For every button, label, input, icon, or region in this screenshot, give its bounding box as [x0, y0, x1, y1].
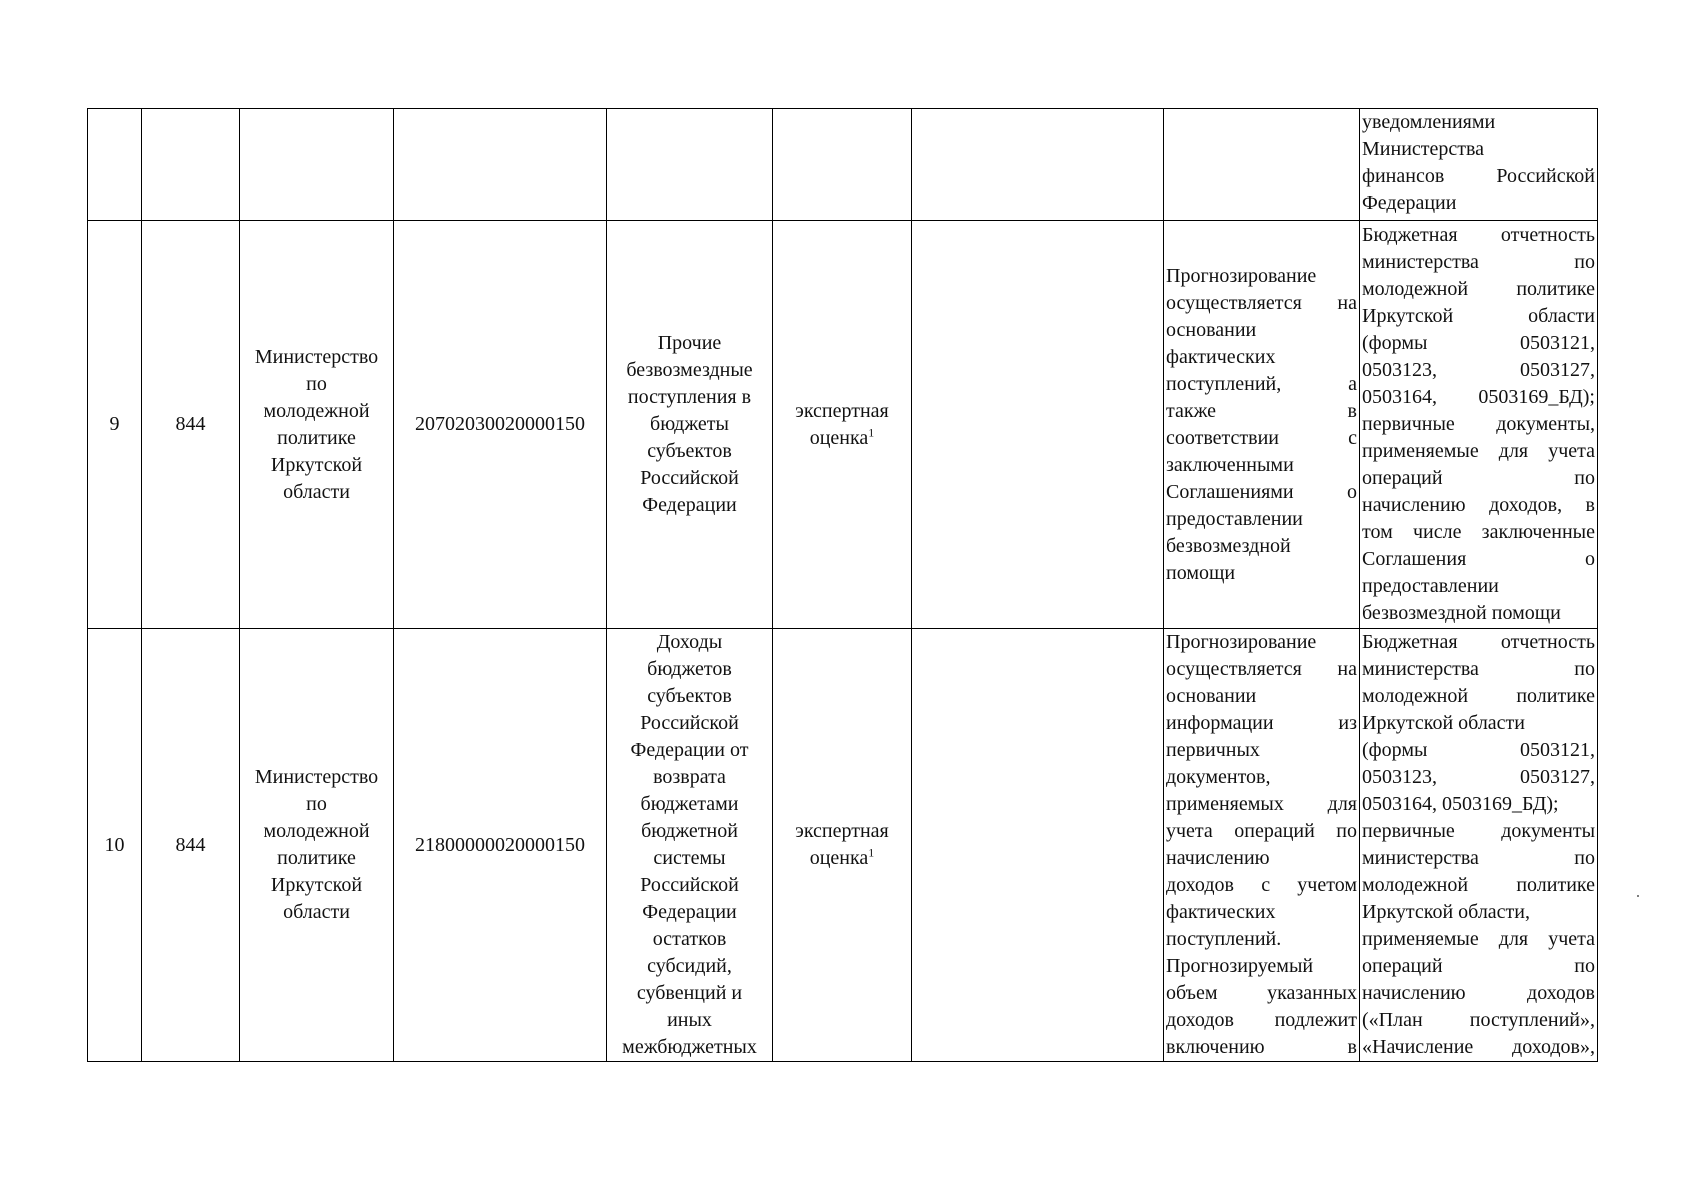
algorithm-line: осуществляется на [1166, 291, 1357, 314]
source-line: начислению доходов, в [1362, 494, 1595, 516]
algorithm-line: доходов подлежит [1166, 1009, 1357, 1031]
admin-code: 844 [175, 413, 206, 435]
admin-line: по [306, 372, 327, 395]
source-line: применяемые для учета [1362, 440, 1595, 462]
num-cell [88, 221, 142, 629]
source-line: «Начисление доходов», [1362, 1036, 1595, 1058]
algorithm-line: фактических [1166, 901, 1276, 923]
table-row [88, 629, 1598, 1062]
algorithm-cell [1164, 629, 1360, 1062]
algorithm-line: доходов с учетом [1166, 874, 1357, 896]
admin-line: политике [277, 847, 356, 869]
kbk-cell [394, 221, 607, 629]
algorithm-cell [1164, 221, 1360, 629]
admin-line: молодежной [263, 399, 370, 422]
algorithm-line: осуществляется на [1166, 658, 1357, 680]
source-line: первичные документы, [1362, 413, 1595, 435]
algorithm-line: фактических [1166, 345, 1276, 368]
source-line: Иркутской области [1362, 305, 1595, 327]
row-number: 9 [109, 413, 120, 435]
income-name-line: Российской [640, 467, 739, 489]
footnote-mark: 1 [868, 845, 875, 860]
kbk-code: 20702030020000150 [415, 413, 585, 435]
method-word: оценка [809, 847, 869, 869]
income-name-line: субсидий, [647, 955, 732, 977]
income-name-line: Прочие [657, 332, 722, 354]
footnote-mark: 1 [868, 424, 875, 439]
income-name-line: межбюджетных [622, 1036, 757, 1058]
source-line: Соглашения о [1362, 548, 1595, 570]
admin-line: Иркутской [270, 453, 363, 476]
algorithm-line: объем указанных [1166, 982, 1357, 1004]
algorithm-line: включению в [1166, 1036, 1357, 1058]
admin-cell [240, 109, 394, 221]
algorithm-line: основании [1166, 685, 1257, 707]
income-name-line: субвенций и [636, 982, 743, 1004]
source-line: 0503164, 0503169_БД); [1362, 386, 1595, 408]
method-cell [773, 221, 912, 629]
admin-line: Министерство [254, 345, 379, 368]
source-line: молодежной политике [1362, 278, 1595, 300]
income-name-line: бюджеты [650, 413, 729, 435]
algorithm-line: безвозмездной [1166, 534, 1291, 557]
num-cell [88, 109, 142, 221]
source-line: финансов Российской [1362, 165, 1595, 187]
algorithm-line: помощи [1166, 561, 1236, 584]
source-line: первичные документы [1362, 820, 1595, 842]
source-line: Иркутской области [1362, 712, 1525, 734]
algorithm-line: основании [1166, 318, 1257, 341]
income-name-line: Доходы [656, 631, 723, 653]
source-line: Федерации [1362, 192, 1457, 214]
algorithm-cell [1164, 109, 1360, 221]
formula-cell [912, 109, 1164, 221]
source-line: том числе заключенные [1362, 521, 1595, 543]
admin-cell [240, 629, 394, 1062]
kbk-cell [394, 109, 607, 221]
sources-cell [1360, 109, 1598, 221]
code-cell [142, 109, 240, 221]
algorithm-line: поступлений, а [1166, 372, 1357, 395]
algorithm-line: первичных [1166, 739, 1260, 761]
admin-line: политике [277, 426, 356, 449]
source-line: молодежной политике [1362, 685, 1595, 707]
admin-code: 844 [175, 833, 206, 856]
source-line: начислению доходов [1362, 982, 1595, 1004]
income-name-cell [607, 221, 773, 629]
scan-speck [1637, 895, 1639, 897]
method-line [775, 425, 909, 452]
source-line: («План поступлений», [1362, 1009, 1595, 1031]
row-number: 10 [104, 833, 125, 856]
algorithm-line: применяемых для [1166, 793, 1357, 815]
algorithm-line: Прогнозирование [1166, 631, 1317, 653]
admin-line: Иркутской [270, 874, 363, 896]
method-line: экспертная [795, 399, 889, 422]
table-row [88, 221, 1598, 629]
continuation-row [88, 109, 1598, 221]
admin-line: Министерство [254, 766, 379, 788]
algorithm-line: Прогнозируемый [1166, 955, 1314, 977]
source-line: безвозмездной помощи [1362, 602, 1561, 624]
income-name-line: бюджетной [641, 820, 738, 842]
method-cell [773, 629, 912, 1062]
source-line: (формы 0503121, [1362, 332, 1595, 354]
source-line: применяемые для учета [1362, 928, 1595, 950]
source-line: уведомлениями [1362, 111, 1496, 133]
num-cell [88, 629, 142, 1062]
income-name-line: системы [653, 847, 726, 869]
algorithm-line: предоставлении [1166, 507, 1303, 530]
income-name-line: бюджетов [647, 658, 732, 680]
sources-cell [1360, 629, 1598, 1062]
algorithm-line: информации из [1166, 712, 1357, 734]
source-line: операций по [1362, 467, 1595, 489]
income-name-cell [607, 629, 773, 1062]
income-name-line: Российской [640, 712, 739, 734]
source-line: молодежной политике [1362, 874, 1595, 896]
income-name-line: остатков [652, 928, 727, 950]
income-name-line: возврата [653, 766, 726, 788]
algorithm-line: также в [1166, 399, 1357, 422]
algorithm-line: учета операций по [1166, 820, 1357, 842]
algorithm-line: начислению [1166, 847, 1270, 869]
source-line: Иркутской области, [1362, 901, 1530, 923]
source-line: министерства по [1362, 847, 1595, 869]
admin-line: области [283, 901, 350, 923]
income-name-line: субъектов [647, 685, 732, 707]
income-name-cell [607, 109, 773, 221]
source-line: 0503123, 0503127, [1362, 359, 1595, 381]
income-name-line: Федерации [642, 494, 737, 516]
source-line: 0503164, 0503169_БД); [1362, 793, 1559, 815]
kbk-code: 21800000020000150 [415, 833, 585, 856]
formula-cell [912, 221, 1164, 629]
income-name-line: бюджетами [640, 793, 739, 815]
document-table [87, 108, 1598, 1062]
algorithm-line: поступлений. [1166, 928, 1282, 950]
income-name-line: Российской [640, 874, 739, 896]
source-line: Бюджетная отчетность [1362, 224, 1595, 246]
algorithm-line: документов, [1166, 766, 1271, 788]
algorithm-line: заключенными [1166, 453, 1294, 476]
sources-cell [1360, 221, 1598, 629]
admin-line: молодежной [263, 820, 370, 842]
algorithm-line: Прогнозирование [1166, 264, 1317, 287]
source-line: 0503123, 0503127, [1362, 766, 1595, 788]
admin-cell [240, 221, 394, 629]
source-line: министерства по [1362, 658, 1595, 680]
admin-line: по [306, 793, 327, 815]
formula-cell [912, 629, 1164, 1062]
method-line [775, 845, 909, 872]
source-line: Бюджетная отчетность [1362, 631, 1595, 653]
income-name-line: Федерации [642, 901, 737, 923]
method-line: экспертная [795, 820, 889, 842]
income-name-line: иных [667, 1009, 712, 1031]
admin-line: области [283, 480, 350, 503]
source-line: операций по [1362, 955, 1595, 977]
source-line: министерства по [1362, 251, 1595, 273]
code-cell [142, 221, 240, 629]
method-word: оценка [809, 426, 869, 449]
kbk-cell [394, 629, 607, 1062]
code-cell [142, 629, 240, 1062]
source-line: предоставлении [1362, 575, 1499, 597]
income-name-line: субъектов [647, 440, 732, 462]
algorithm-line: соответствии с [1166, 426, 1357, 449]
income-name-line: безвозмездные [626, 359, 753, 381]
income-name-line: Федерации от [630, 739, 749, 761]
source-line: (формы 0503121, [1362, 739, 1595, 761]
method-cell [773, 109, 912, 221]
source-line: Министерства [1362, 138, 1485, 160]
algorithm-line: Соглашениями о [1166, 480, 1357, 503]
income-name-line: поступления в [627, 386, 752, 408]
